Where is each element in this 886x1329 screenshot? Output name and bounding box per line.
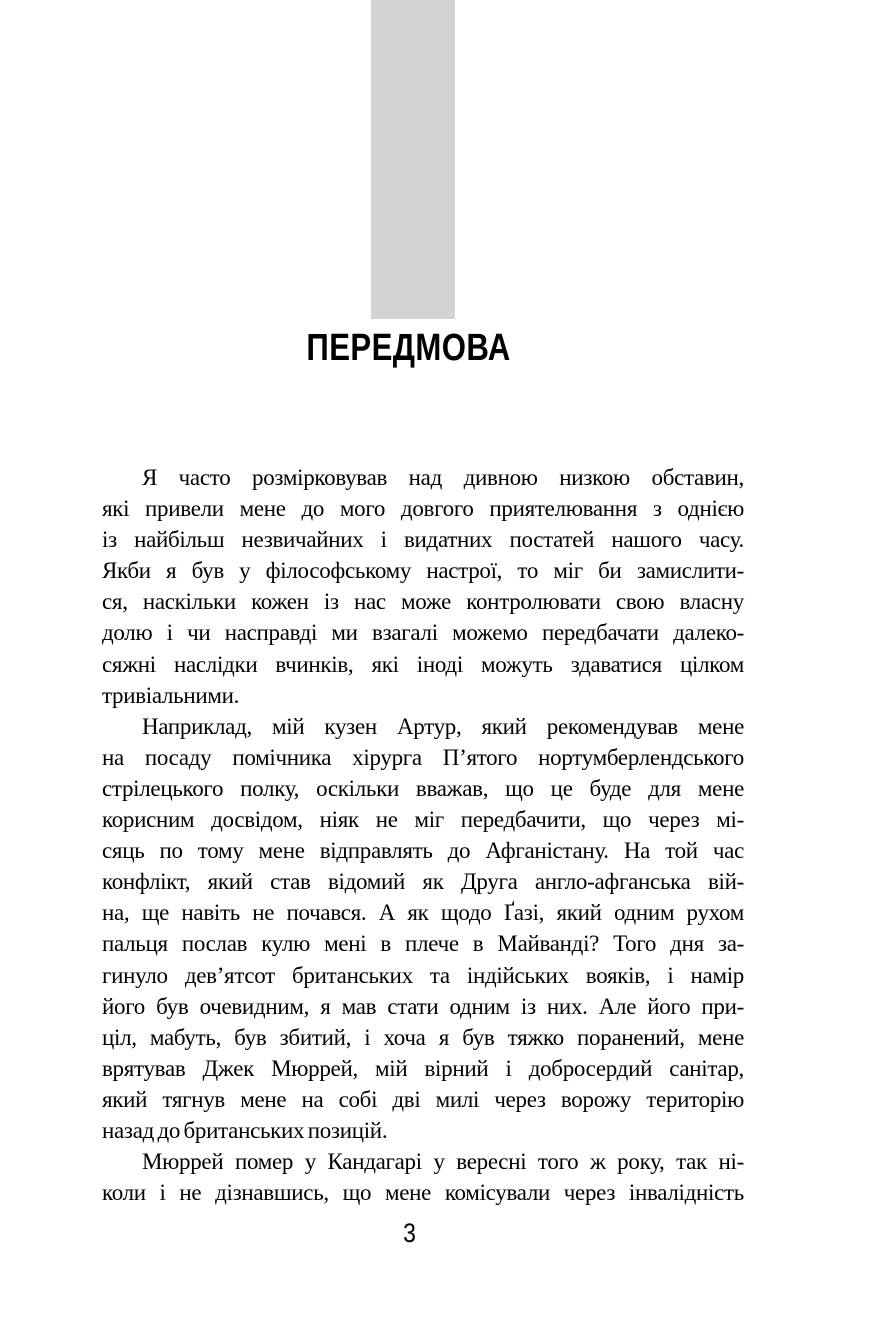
text-line: із найбільш незвичайних і видатних постатей нашого часу.: [102, 527, 744, 553]
text-line: корисним досвідом, ніяк не міг передбачити, що через мі-: [102, 807, 744, 833]
text-line: ціл, мабуть, був збитий, і хоча я був тяжко поранений, мене: [102, 1024, 744, 1050]
text-line: його був очевидним, я мав стати одним із них. Але його при-: [102, 993, 744, 1019]
text-line: гинуло дев’ятсот британських та індійських вояків, і намір: [102, 962, 744, 988]
text-line: сяжні наслідки вчинків, які іноді можуть здаватися цілком: [102, 651, 744, 677]
chapter-title-row: [0, 328, 818, 368]
text-line: який тягнув мене на собі дві милі через ворожу територію: [102, 1086, 744, 1112]
text-line: Наприклад, мій кузен Артур, який рекомендував мене: [142, 713, 744, 739]
text-line: назад до британських позицій.: [102, 1117, 388, 1143]
text-line: на посаду помічника хірурга П’ятого нортумберлендського: [102, 744, 744, 770]
text-line: тривіальними.: [102, 682, 240, 708]
text-line: які привели мене до мого довгого приятелювання з однією: [102, 496, 744, 522]
text-line: врятував Джек Мюррей, мій вірний і добросердий санітар,: [102, 1055, 744, 1081]
folio-row: [0, 1218, 820, 1248]
page-number: 3: [403, 1218, 417, 1248]
text-line: Якби я був у філософському настрої, то міг би замислити-: [102, 558, 744, 584]
text-line: пальця послав кулю мені в плече в Майванді? Того дня за-: [102, 931, 744, 957]
text-line: Я часто розмірковував над дивною низкою обставин,: [142, 465, 744, 490]
text-line: конфлікт, який став відомий як Друга англо-афганська вій-: [102, 869, 744, 895]
chapter-title: ПЕРЕДМОВА: [306, 327, 512, 369]
text-line: Мюррей помер у Кандагарі у вересні того ж року, так ні-: [142, 1149, 744, 1175]
text-line: сяць по тому мене відправлять до Афганістану. На той час: [102, 838, 744, 864]
text-line: стрілецького полку, оскільки вважав, що це буде для мене: [102, 775, 744, 801]
text-line: ся, наскільки кожен із нас може контролювати свою власну: [102, 589, 744, 615]
text-line: долю і чи насправді ми взагалі можемо передбачати далеко-: [102, 620, 744, 646]
text-line: на, ще навіть не почався. А як щодо Ґазі, який одним рухом: [102, 900, 744, 926]
text-line: коли і не дізнавшись, що мене комісували через інвалідність: [102, 1180, 744, 1206]
chapter-marker-bar: [371, 0, 455, 319]
body-text: [102, 462, 744, 1208]
